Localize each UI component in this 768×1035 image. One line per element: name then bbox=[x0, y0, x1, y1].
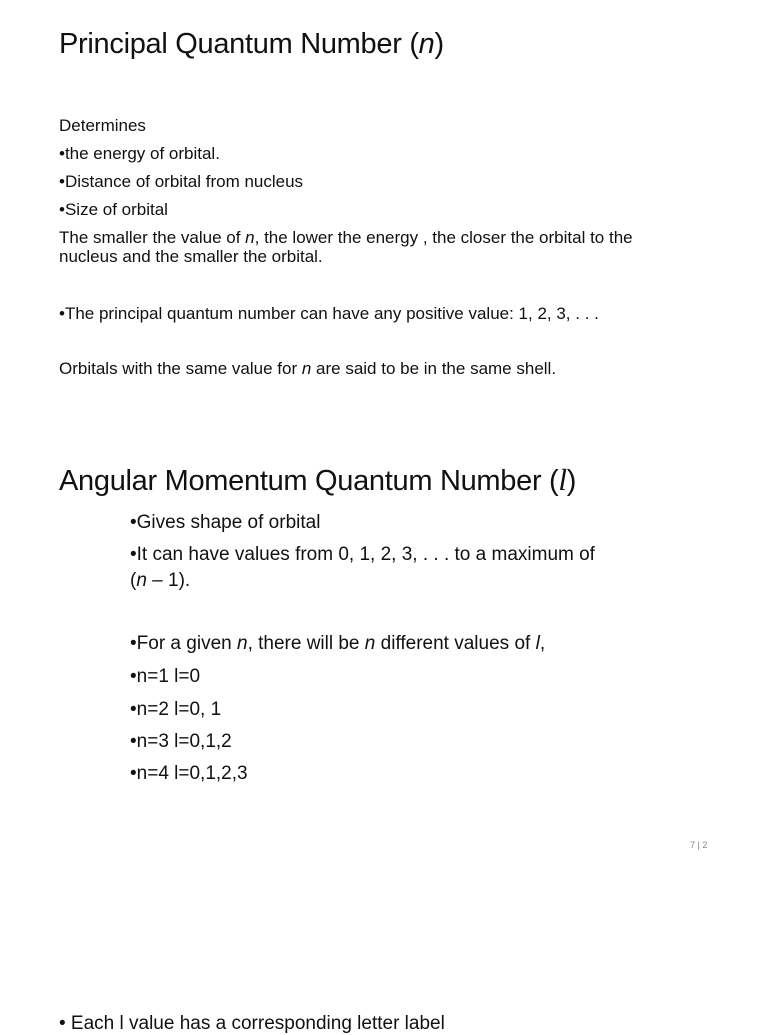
title-variable: l bbox=[558, 462, 567, 497]
given-text: •For a given bbox=[130, 633, 237, 654]
example-n3: •n=3 l=0,1,2 bbox=[130, 731, 232, 752]
given-text: , there will be bbox=[247, 633, 365, 654]
title-text: Principal Quantum Number ( bbox=[59, 28, 419, 60]
paragraph-line2: nucleus and the smaller the orbital. bbox=[59, 247, 323, 266]
range-bullet-line1: •It can have values from 0, 1, 2, 3, . . . to a maximum of bbox=[130, 544, 595, 565]
range-open: ( bbox=[130, 570, 137, 591]
title-close: ) bbox=[434, 28, 444, 60]
title-close: ) bbox=[566, 465, 577, 497]
bullet-distance: •Distance of orbital from nucleus bbox=[59, 172, 304, 191]
shell-variable: n bbox=[301, 359, 312, 378]
para-text: , the lower the energy , the closer the orbital to the bbox=[254, 228, 633, 247]
range-bullet-line2 bbox=[130, 570, 190, 592]
section-title-angular bbox=[59, 462, 576, 498]
shell-text bbox=[59, 359, 556, 379]
page-number: 7 | 2 bbox=[690, 840, 708, 850]
given-text: different values of bbox=[375, 633, 536, 654]
given-variable: n bbox=[364, 633, 376, 654]
given-variable: l bbox=[535, 633, 540, 654]
paragraph-smaller-value bbox=[59, 228, 633, 248]
shape-bullet: •Gives shape of orbital bbox=[130, 512, 321, 533]
cut-off-bullet: • Each l value has a corresponding letter label bbox=[59, 1013, 445, 1034]
example-n4: •n=4 l=0,1,2,3 bbox=[130, 763, 248, 784]
title-variable: n bbox=[418, 28, 435, 60]
shell-text-a: Orbitals with the same value for bbox=[59, 359, 302, 378]
bullet-size: •Size of orbital bbox=[59, 200, 168, 219]
range-close: – 1). bbox=[146, 570, 191, 591]
positive-values-text: •The principal quantum number can have any positive value: 1, 2, 3, . . . bbox=[59, 304, 599, 323]
example-n1: •n=1 l=0 bbox=[130, 666, 201, 687]
given-variable: n bbox=[236, 633, 248, 654]
section-title-principal bbox=[59, 28, 444, 61]
title-text: Angular Momentum Quantum Number ( bbox=[59, 465, 559, 497]
para-text: The smaller the value of bbox=[59, 228, 246, 247]
given-n-bullet bbox=[130, 633, 545, 655]
para-variable: n bbox=[245, 228, 255, 247]
range-variable: n bbox=[136, 570, 147, 591]
example-n2: •n=2 l=0, 1 bbox=[130, 699, 222, 720]
bullet-energy: •the energy of orbital. bbox=[59, 144, 220, 163]
intro-text: Determines bbox=[59, 116, 146, 135]
given-text: , bbox=[539, 633, 546, 654]
shell-text-b: are said to be in the same shell. bbox=[311, 359, 557, 378]
